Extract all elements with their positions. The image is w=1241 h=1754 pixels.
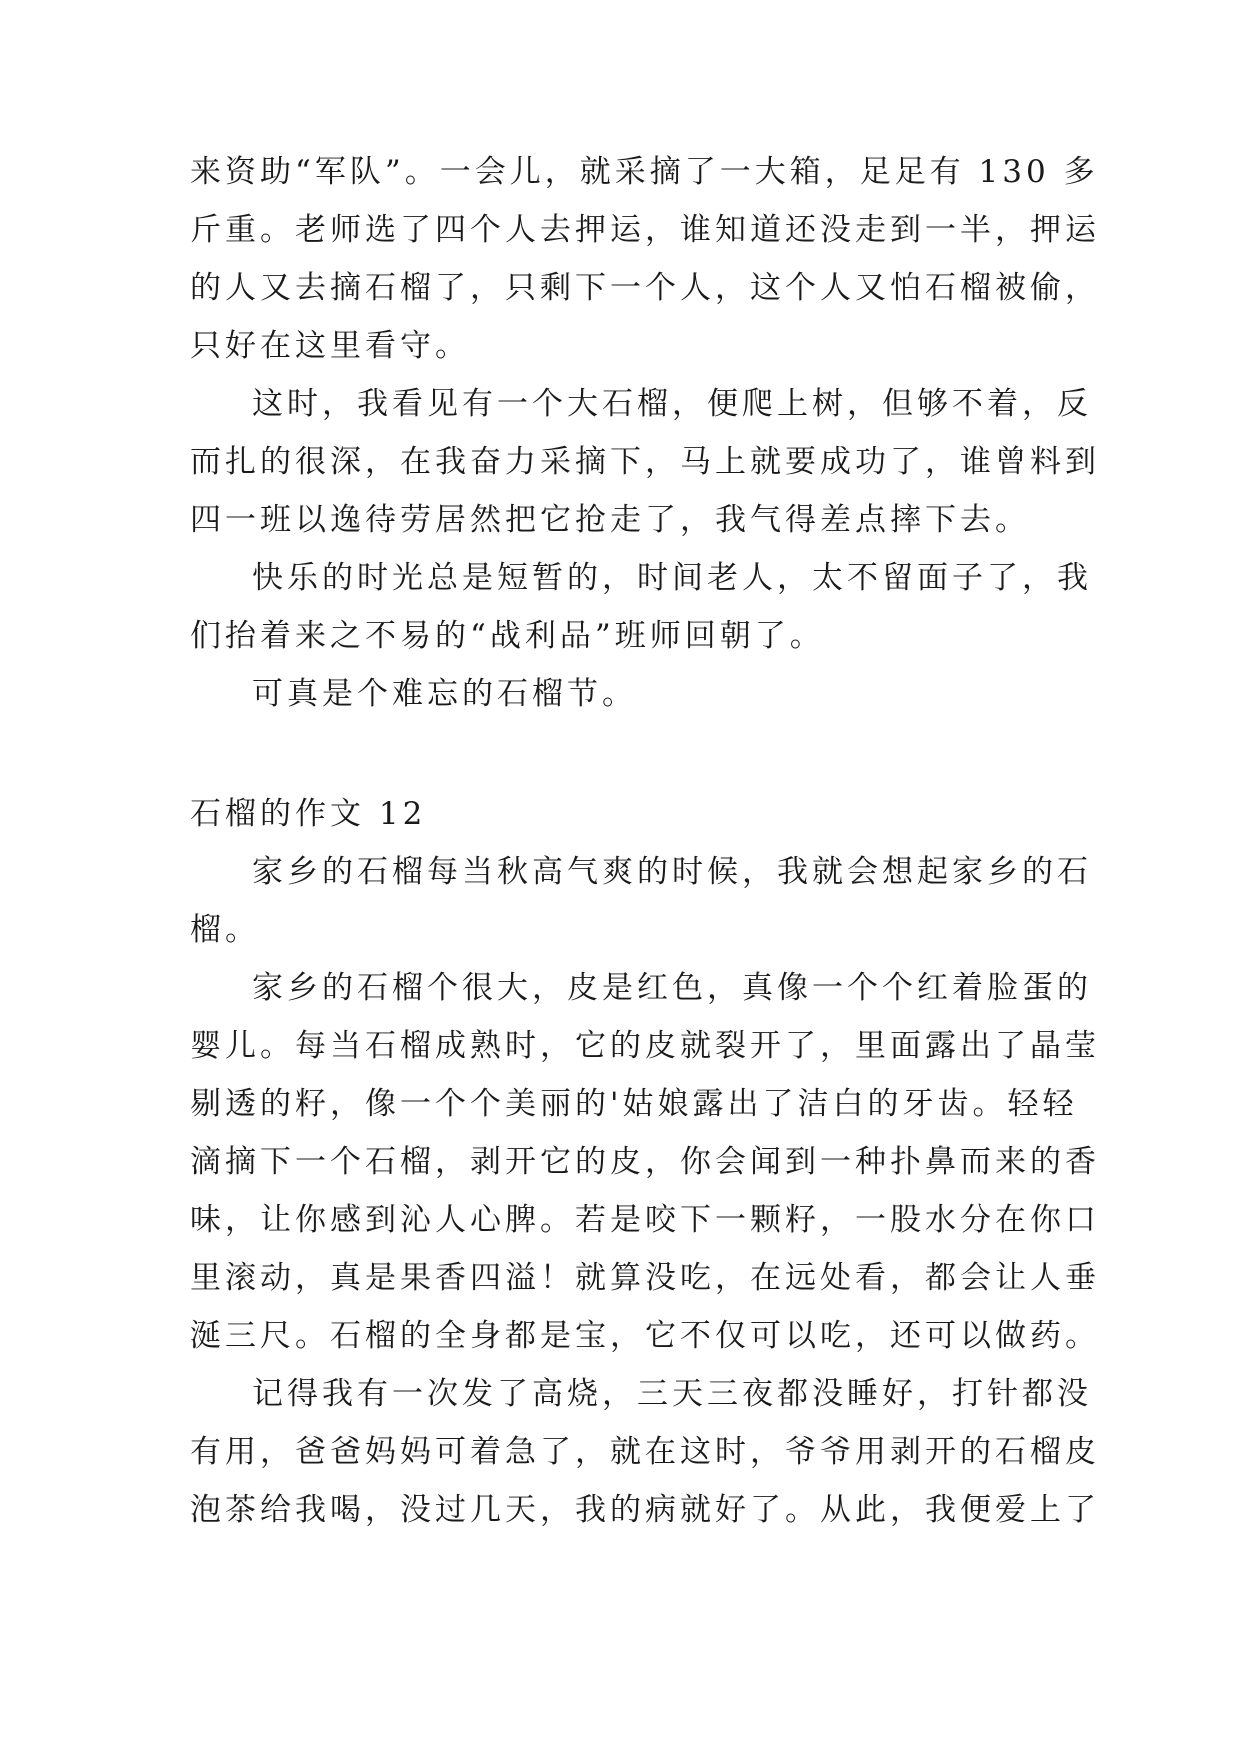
body-line: 涎三尺。石榴的全身都是宝，它不仅可以吃，还可以做药。: [190, 1318, 1100, 1354]
paragraph-first-line: 可真是个难忘的石榴节。: [252, 676, 637, 712]
paragraph-first-line: 快乐的时光总是短暂的，时间老人，太不留面子了，我: [252, 560, 1092, 596]
body-line: 里滚动，真是果香四溢！就算没吃，在远处看，都会让人垂: [190, 1260, 1100, 1296]
section-heading: 石榴的作文 12: [190, 796, 427, 832]
body-line: 斤重。老师选了四个人去押运，谁知道还没走到一半，押运: [190, 212, 1100, 248]
body-line: 滴摘下一个石榴，剥开它的皮，你会闻到一种扑鼻而来的香: [190, 1144, 1100, 1180]
body-line: 来资助“军队”。一会儿，就采摘了一大箱，足足有 130 多: [190, 154, 1099, 190]
body-line: 只好在这里看守。: [190, 328, 470, 364]
paragraph-first-line: 这时，我看见有一个大石榴，便爬上树，但够不着，反: [252, 386, 1092, 422]
body-line: 婴儿。每当石榴成熟时，它的皮就裂开了，里面露出了晶莹: [190, 1028, 1100, 1064]
paragraph-first-line: 记得我有一次发了高烧，三天三夜都没睡好，打针都没: [252, 1376, 1092, 1412]
body-line: 泡茶给我喝，没过几天，我的病就好了。从此，我便爱上了: [190, 1492, 1100, 1528]
body-line: 四一班以逸待劳居然把它抢走了，我气得差点摔下去。: [190, 502, 1030, 538]
body-line: 的人又去摘石榴了，只剩下一个人，这个人又怕石榴被偷，: [190, 270, 1100, 306]
body-line: 剔透的籽，像一个个美丽的'姑娘露出了洁白的牙齿。轻轻: [190, 1086, 1078, 1122]
body-line: 而扎的很深，在我奋力采摘下，马上就要成功了，谁曾料到: [190, 444, 1100, 480]
paragraph-first-line: 家乡的石榴每当秋高气爽的时候，我就会想起家乡的石: [252, 854, 1092, 890]
body-line: 们抬着来之不易的“战利品”班师回朝了。: [190, 618, 825, 654]
paragraph-first-line: 家乡的石榴个很大，皮是红色，真像一个个红着脸蛋的: [252, 970, 1092, 1006]
body-line: 有用，爸爸妈妈可着急了，就在这时，爷爷用剥开的石榴皮: [190, 1434, 1100, 1470]
body-line: 味，让你感到沁人心脾。若是咬下一颗籽，一股水分在你口: [190, 1202, 1100, 1238]
body-line: 榴。: [190, 912, 260, 948]
